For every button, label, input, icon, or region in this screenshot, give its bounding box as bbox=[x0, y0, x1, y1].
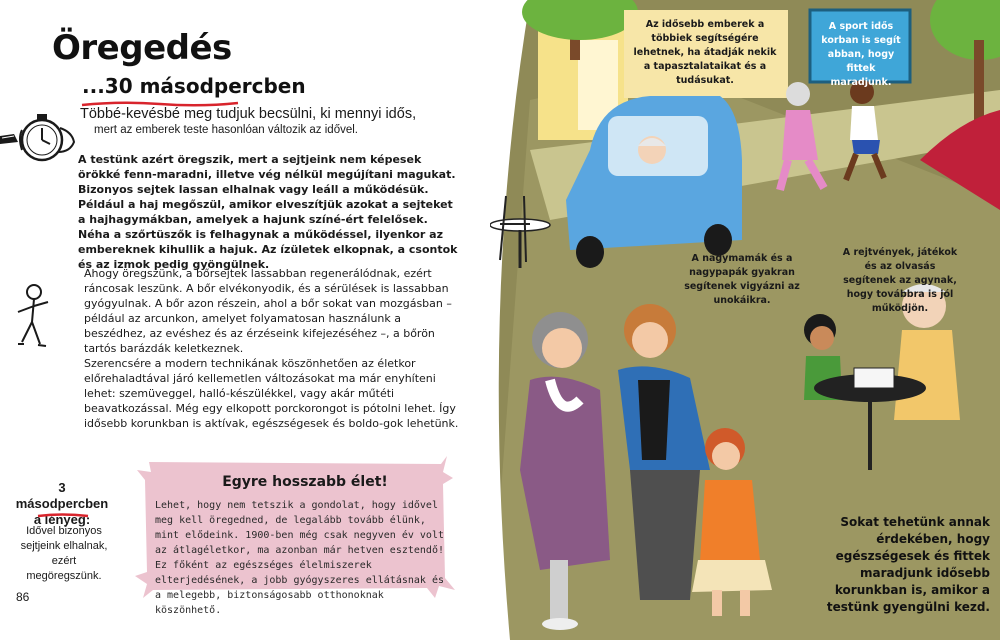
essence-text: Idővel bizonyos sejtjeink elhalnak, ezért megöregszünk. bbox=[20, 525, 108, 582]
info-box bbox=[145, 458, 455, 616]
caption-grandparents: A nagymamák és a nagypapák gyakran segítenek vigyázni az unokáikra. bbox=[684, 253, 800, 306]
caption-conclusion: Sokat tehetünk annak érdekében, hogy egészségesek és fittek maradjunk idősebb korunkban is, amikor a testünk gyengülni kezd. bbox=[826, 515, 990, 614]
info-box-text: Lehet, hogy nem tetszik a gondolat, hogy idővel meg kell öregedned, de legalább tovább élünk, mint elődeink. 1900-ben még csak negyven év volt az átlagéletkor, ma azonban már hetven esztendő! Ez főként az egészséges élelmiszerek elterjedésének, a jobb gyógyszeres ellátásnak és a melegebb, biztonságosabb otthonoknak köszönhető. bbox=[155, 500, 444, 616]
caption-sport: A sport idős korban is segít abban, hogy fittek maradjunk. bbox=[821, 21, 901, 88]
stick-figure-icon bbox=[8, 282, 58, 352]
stopwatch-icon bbox=[0, 108, 78, 168]
caption-puzzles: A rejtvények, játékok és az olvasás segítenek az agynak, hogy továbbra is jól működjön. bbox=[842, 247, 958, 314]
intro-line-1: Többé-kevésbé meg tudjuk becsülni, ki mennyi idős, bbox=[80, 106, 417, 122]
paragraph-2: Ahogy öregszünk, a bőrsejtek lassabban regenerálódnak, ezért ráncosak leszünk. A bőr elvékonyodik, és a sérülések is lassabban gyógyulnak. A bőr azon részein, ahol a bőr sokat van mozgásban – például az arcunkon, amelyet folyamatosan használunk a beszédhez, az evéshez és az érzéseink kifejezéséhez –, a bőrön tartós barázdák keletkeznek. bbox=[84, 267, 452, 355]
intro-text bbox=[80, 106, 460, 138]
paragraph-3: Szerencsére a modern technikának köszönhetően az életkor előrehaladtával járó kellemetlen változásokat ma már enyhíteni lehet: szemüveggel, halló-készülékkel, vagy akár műtéti beavatkozással. Még egy elkopott porckorongot is pótolni lehet. Így idősebb korunkban is aktívak, egészségesek és boldo-gok lehetünk. bbox=[84, 357, 459, 430]
essence-underline bbox=[36, 512, 90, 520]
caption-older-people: Az idősebb emberek a többiek segítségére lehetnek, ha átadják nekik a tapasztalataikat és a tudásukat. bbox=[633, 19, 777, 86]
essence-title: 3 másodpercben a lényeg: bbox=[15, 480, 109, 527]
info-box-title: Egyre hosszabb élet! bbox=[222, 474, 388, 490]
page-title: Öregedés bbox=[52, 28, 232, 68]
intro-line-2: mert az emberek teste hasonlóan változik az idővel. bbox=[94, 124, 358, 136]
left-page bbox=[0, 0, 490, 640]
illustration-page bbox=[490, 0, 1000, 640]
paragraph-1: A testünk azért öregszik, mert a sejtjeink nem képesek örökké fenn-maradni, illetve vég nélkül megújítani magukat. Bizonyos sejtek lassan elhalnak vagy leáll a működésük. Például a haj megőszül, amikor elveszítjük azokat a sejteket a hajhagymákban, amelyek a hajunk színé-ért felelősek. Néha a szőrtüszők is felhagynak a működéssel, ilyenkor az embereknek kihullik a hajuk. Az ízületek elkopnak, a csontok és az izmok pedig gyöngülnek. bbox=[78, 153, 458, 271]
page-subtitle: ...30 másodpercben bbox=[82, 74, 306, 98]
page-number: 86 bbox=[16, 590, 30, 604]
